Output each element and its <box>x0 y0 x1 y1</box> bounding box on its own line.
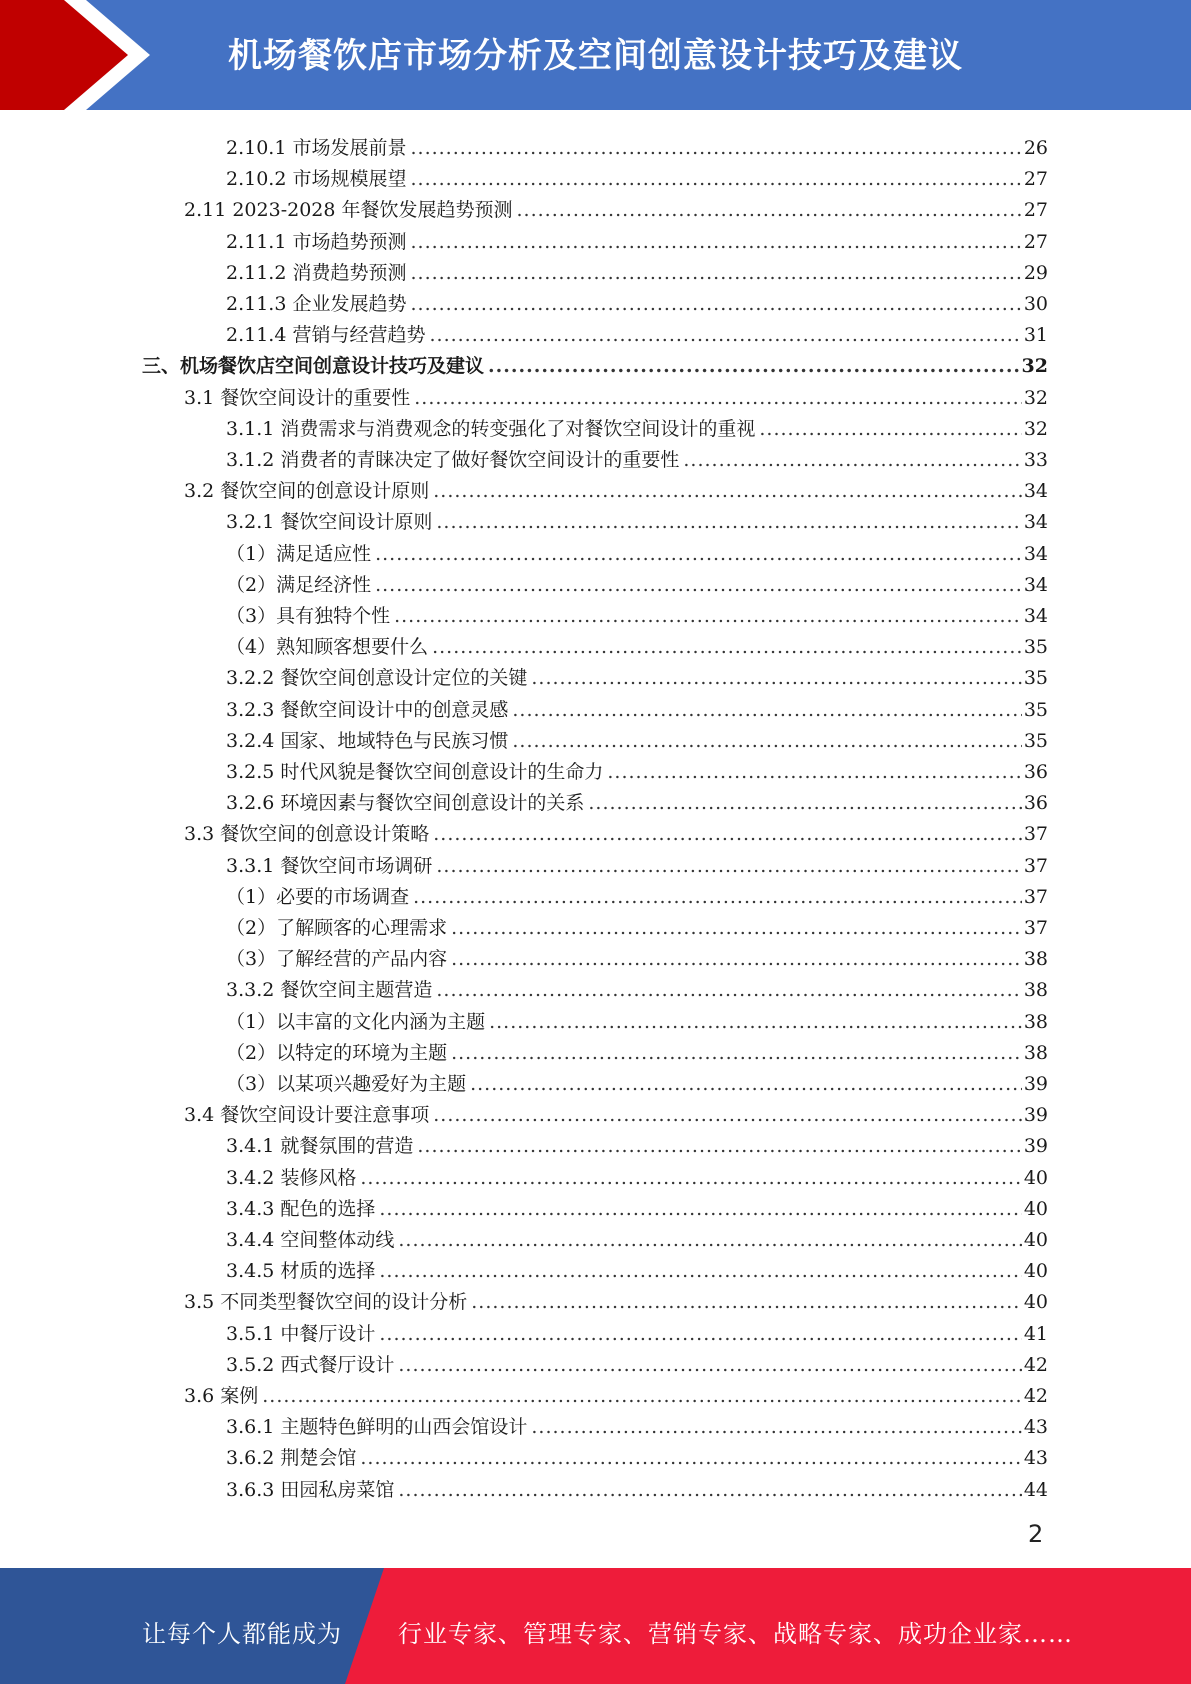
toc-dot-leader <box>417 1135 1021 1157</box>
toc-dot-leader <box>410 137 1021 159</box>
toc-dot-leader <box>375 574 1022 596</box>
toc-entry-page: 27 <box>1023 168 1048 191</box>
toc-entry-page: 38 <box>1023 1041 1048 1064</box>
toc-entry-label: （4）熟知顾客想要什么 <box>226 636 429 659</box>
toc-entry <box>226 1251 1048 1282</box>
toc-dot-leader <box>607 761 1021 783</box>
toc-entry-page: 38 <box>1023 1010 1048 1033</box>
toc-entry <box>226 721 1048 752</box>
toc-dot-leader <box>379 1198 1021 1220</box>
toc-entry-label: 3.6 案例 <box>184 1385 259 1407</box>
toc-entry-page: 37 <box>1023 917 1048 939</box>
toc-entry-label: 3.5.1 中餐厅设计 <box>226 1322 376 1345</box>
toc-dot-leader <box>413 886 1022 908</box>
toc-entry <box>226 222 1048 253</box>
toc-entry-page: 40 <box>1023 1197 1048 1220</box>
toc-entry-page: 34 <box>1023 573 1048 596</box>
toc-dot-leader <box>429 324 1021 346</box>
toc-entry-label: （1）以丰富的文化内涵为主题 <box>226 1010 486 1033</box>
toc-entry <box>184 190 1048 221</box>
toc-entry-label: 3.2.3 餐飲空间设计中的创意灵感 <box>226 698 509 721</box>
toc-entry-page: 44 <box>1023 1478 1048 1501</box>
toc-entry-page: 34 <box>1023 542 1048 565</box>
toc-entry <box>226 1064 1048 1095</box>
toc-entry-label: （1）必要的市场调查 <box>226 885 410 908</box>
toc-dot-leader <box>436 979 1021 1001</box>
toc-entry-page: 33 <box>1023 449 1048 471</box>
toc-entry-label: 2.11.1 市场趋势预测 <box>226 230 407 253</box>
toc-dot-leader <box>375 543 1022 565</box>
toc-entry-page: 37 <box>1023 885 1048 908</box>
toc-entry <box>226 1189 1048 1220</box>
header-title: 机场餐饮店市场分析及空间创意设计技巧及建议 <box>228 36 963 76</box>
toc-entry-page: 32 <box>1023 417 1048 440</box>
toc-entry <box>226 1126 1048 1157</box>
toc-dot-leader <box>398 1354 1021 1376</box>
toc-entry-page: 40 <box>1023 1166 1048 1189</box>
toc-dot-leader <box>379 1260 1021 1282</box>
toc-entry-page: 34 <box>1023 480 1048 503</box>
toc-entry <box>226 627 1048 658</box>
toc-entry <box>226 752 1048 783</box>
toc-entry-page: 39 <box>1023 1073 1048 1095</box>
toc-dot-leader <box>360 1167 1021 1189</box>
toc-entry <box>226 1314 1048 1345</box>
toc-entry-label: 3.2.4 国家、地域特色与民族习惯 <box>226 729 509 752</box>
toc-entry <box>184 1095 1048 1126</box>
toc-dot-leader <box>531 667 1021 689</box>
toc-entry-label: 三、机场餐饮店空间创意设计技巧及建议 <box>142 355 485 378</box>
toc-entry-label: （2）以特定的环境为主题 <box>226 1041 448 1064</box>
footer-slogan-right: 行业专家、管理专家、营销专家、战略专家、成功企业家…… <box>398 1620 1073 1648</box>
toc-entry-label: 3.2.2 餐饮空间创意设计定位的关键 <box>226 667 528 690</box>
toc-entry <box>226 970 1048 1001</box>
toc-entry <box>226 596 1048 627</box>
toc-entry-page: 35 <box>1023 667 1048 690</box>
toc-entry <box>226 783 1048 814</box>
toc-dot-leader <box>512 699 1021 721</box>
toc-entry-label: 3.6.1 主题特色鲜明的山西会馆设计 <box>226 1416 528 1439</box>
toc-entry-page: 40 <box>1023 1229 1048 1251</box>
toc-entry-page: 40 <box>1023 1260 1048 1283</box>
toc-dot-leader <box>451 1042 1022 1064</box>
toc-entry-label: 2.11 2023-2028 年餐饮发展趋势预测 <box>184 199 513 222</box>
toc-entry-label: 3.4.5 材质的选择 <box>226 1260 376 1283</box>
toc-entry <box>226 846 1048 877</box>
toc-dot-leader <box>398 1229 1021 1251</box>
toc-entry-label: 3.6.3 田园私房菜馆 <box>226 1478 395 1501</box>
toc-entry <box>226 315 1048 346</box>
toc-entry <box>226 877 1048 908</box>
toc-dot-leader <box>398 1479 1021 1501</box>
toc-entry-page: 29 <box>1023 261 1048 284</box>
toc-entry <box>226 1470 1048 1501</box>
toc-dot-leader <box>394 605 1022 627</box>
toc-entry-page: 34 <box>1023 511 1048 534</box>
toc-entry-page: 43 <box>1023 1447 1048 1470</box>
toc-dot-leader <box>410 168 1021 190</box>
toc-entry-page: 27 <box>1023 230 1048 253</box>
toc-entry <box>226 409 1048 440</box>
toc-dot-leader <box>588 792 1021 814</box>
toc-entry-page: 31 <box>1023 324 1048 347</box>
toc-entry-page: 35 <box>1023 729 1048 752</box>
toc-entry <box>226 1438 1048 1469</box>
toc-entry-label: 2.11.4 营销与经营趋势 <box>226 324 426 347</box>
toc-dot-leader <box>489 1011 1022 1033</box>
toc-entry <box>226 1158 1048 1189</box>
toc-entry-page: 42 <box>1023 1385 1048 1407</box>
toc-entry <box>184 814 1048 845</box>
toc-dot-leader <box>531 1416 1021 1438</box>
toc-entry <box>226 565 1048 596</box>
toc-entry <box>226 908 1048 939</box>
toc-dot-leader <box>410 231 1021 253</box>
toc-entry-label: 3.2.5 时代风貌是餐饮空间创意设计的生命力 <box>226 761 604 783</box>
toc-dot-leader <box>759 418 1021 440</box>
footer-slogan-left: 让每个人都能成为 <box>142 1620 342 1648</box>
toc-entry-page: 27 <box>1023 199 1048 222</box>
toc-entry <box>142 346 1048 377</box>
toc-entry-label: 3.2.6 环境因素与餐饮空间创意设计的关系 <box>226 792 585 815</box>
toc-entry-page: 26 <box>1023 137 1048 159</box>
toc-entry-page: 32 <box>1021 355 1048 378</box>
toc-entry <box>184 378 1048 409</box>
toc-entry <box>226 534 1048 565</box>
toc-entry <box>226 690 1048 721</box>
toc-dot-leader <box>436 511 1021 533</box>
toc-dot-leader <box>433 1104 1022 1126</box>
toc-entry-label: 3.3 餐饮空间的创意设计策略 <box>184 823 430 846</box>
toc-entry <box>184 1282 1048 1313</box>
toc-entry-label: 3.4.3 配色的选择 <box>226 1197 376 1220</box>
toc-entry-label: （3）了解经营的产品内容 <box>226 948 448 971</box>
toc-entry-label: 2.11.3 企业发展趋势 <box>226 293 407 315</box>
toc-entry-page: 36 <box>1023 761 1048 783</box>
toc-dot-leader <box>432 636 1022 658</box>
toc-dot-leader <box>512 730 1021 752</box>
toc-entry-page: 38 <box>1023 979 1048 1002</box>
toc-entry-label: 3.1 餐饮空间设计的重要性 <box>184 386 411 409</box>
toc-entry-page: 32 <box>1023 386 1048 409</box>
toc-entry-page: 30 <box>1023 293 1048 315</box>
toc-entry <box>226 1345 1048 1376</box>
toc-entry-label: 3.3.1 餐饮空间市场调研 <box>226 854 433 877</box>
toc-entry-label: 3.2 餐饮空间的创意设计原则 <box>184 480 430 503</box>
toc-entry-label: 3.5 不同类型餐饮空间的设计分析 <box>184 1291 468 1314</box>
toc-entry <box>226 159 1048 190</box>
toc-entry-label: （3）具有独特个性 <box>226 605 391 627</box>
toc-entry-label: 3.3.2 餐饮空间主题营造 <box>226 979 433 1002</box>
toc-dot-leader <box>379 1323 1021 1345</box>
toc-dot-leader <box>451 917 1022 939</box>
toc-entry-label: （1）满足适应性 <box>226 542 372 565</box>
toc-dot-leader <box>410 293 1021 315</box>
toc-entry-label: 3.6.2 荆楚会馆 <box>226 1447 357 1470</box>
toc-dot-leader <box>262 1385 1022 1407</box>
toc-dot-leader <box>683 449 1021 471</box>
toc-dot-leader <box>360 1447 1021 1469</box>
toc-entry-page: 35 <box>1023 698 1048 721</box>
toc-entry <box>226 284 1048 315</box>
page-header <box>0 0 1191 110</box>
toc-entry <box>226 1220 1048 1251</box>
toc-entry-label: 3.4.1 就餐氛围的营造 <box>226 1135 414 1158</box>
toc-entry-page: 41 <box>1023 1322 1048 1345</box>
toc-entry-page: 40 <box>1023 1291 1048 1314</box>
toc-entry <box>184 471 1048 502</box>
toc-dot-leader <box>410 262 1021 284</box>
toc-entry <box>184 1376 1048 1407</box>
toc-entry-label: 2.11.2 消费趋势预测 <box>226 261 407 284</box>
toc-entry <box>226 440 1048 471</box>
toc-entry-label: 3.4.4 空间整体动线 <box>226 1229 395 1251</box>
toc-entry-page: 42 <box>1023 1353 1048 1376</box>
page-footer <box>0 1568 1191 1684</box>
toc-entry <box>226 658 1048 689</box>
toc-entry-page: 39 <box>1023 1135 1048 1158</box>
toc-entry-page: 37 <box>1023 854 1048 877</box>
toc-entry <box>226 128 1048 159</box>
toc-entry-label: 3.1.2 消费者的青睐决定了做好餐饮空间设计的重要性 <box>226 449 680 471</box>
page-number: 2 <box>1028 1520 1044 1548</box>
toc-entry <box>226 253 1048 284</box>
toc-entry-page: 39 <box>1023 1104 1048 1127</box>
toc-entry <box>226 1002 1048 1033</box>
toc-entry-label: 2.10.1 市场发展前景 <box>226 137 407 159</box>
toc-entry <box>226 1407 1048 1438</box>
toc-entry <box>226 939 1048 970</box>
toc-entry-label: （3）以某项兴趣爱好为主题 <box>226 1073 467 1095</box>
toc-entry <box>226 1033 1048 1064</box>
toc-entry-label: 3.4 餐饮空间设计要注意事项 <box>184 1104 430 1127</box>
toc-entry-label: 3.5.2 西式餐厅设计 <box>226 1353 395 1376</box>
toc-entry-page: 38 <box>1023 948 1048 971</box>
toc-entry-page: 37 <box>1023 823 1048 846</box>
toc-dot-leader <box>433 823 1022 845</box>
toc-entry-label: 2.10.2 市场规模展望 <box>226 168 407 191</box>
toc-dot-leader <box>471 1291 1022 1313</box>
toc-entry-page: 43 <box>1023 1416 1048 1439</box>
toc-dot-leader <box>470 1073 1022 1095</box>
toc-dot-leader <box>433 480 1022 502</box>
toc-entry-label: 3.2.1 餐饮空间设计原则 <box>226 511 433 534</box>
toc-entry-page: 34 <box>1023 605 1048 627</box>
toc-entry-page: 35 <box>1023 636 1048 659</box>
toc-entry-label: 3.1.1 消费需求与消费观念的转变强化了对餐饮空间设计的重视 <box>226 417 756 440</box>
toc-dot-leader <box>451 948 1022 970</box>
toc-entry-page: 36 <box>1023 792 1048 815</box>
toc-entry <box>226 502 1048 533</box>
toc-dot-leader <box>488 355 1020 377</box>
toc-dot-leader <box>436 855 1021 877</box>
toc-entry-label: 3.4.2 装修风格 <box>226 1166 357 1189</box>
toc-dot-leader <box>414 387 1022 409</box>
toc-entry-label: （2）满足经济性 <box>226 573 372 596</box>
toc-dot-leader <box>517 199 1022 221</box>
toc-entry-label: （2）了解顾客的心理需求 <box>226 917 448 939</box>
